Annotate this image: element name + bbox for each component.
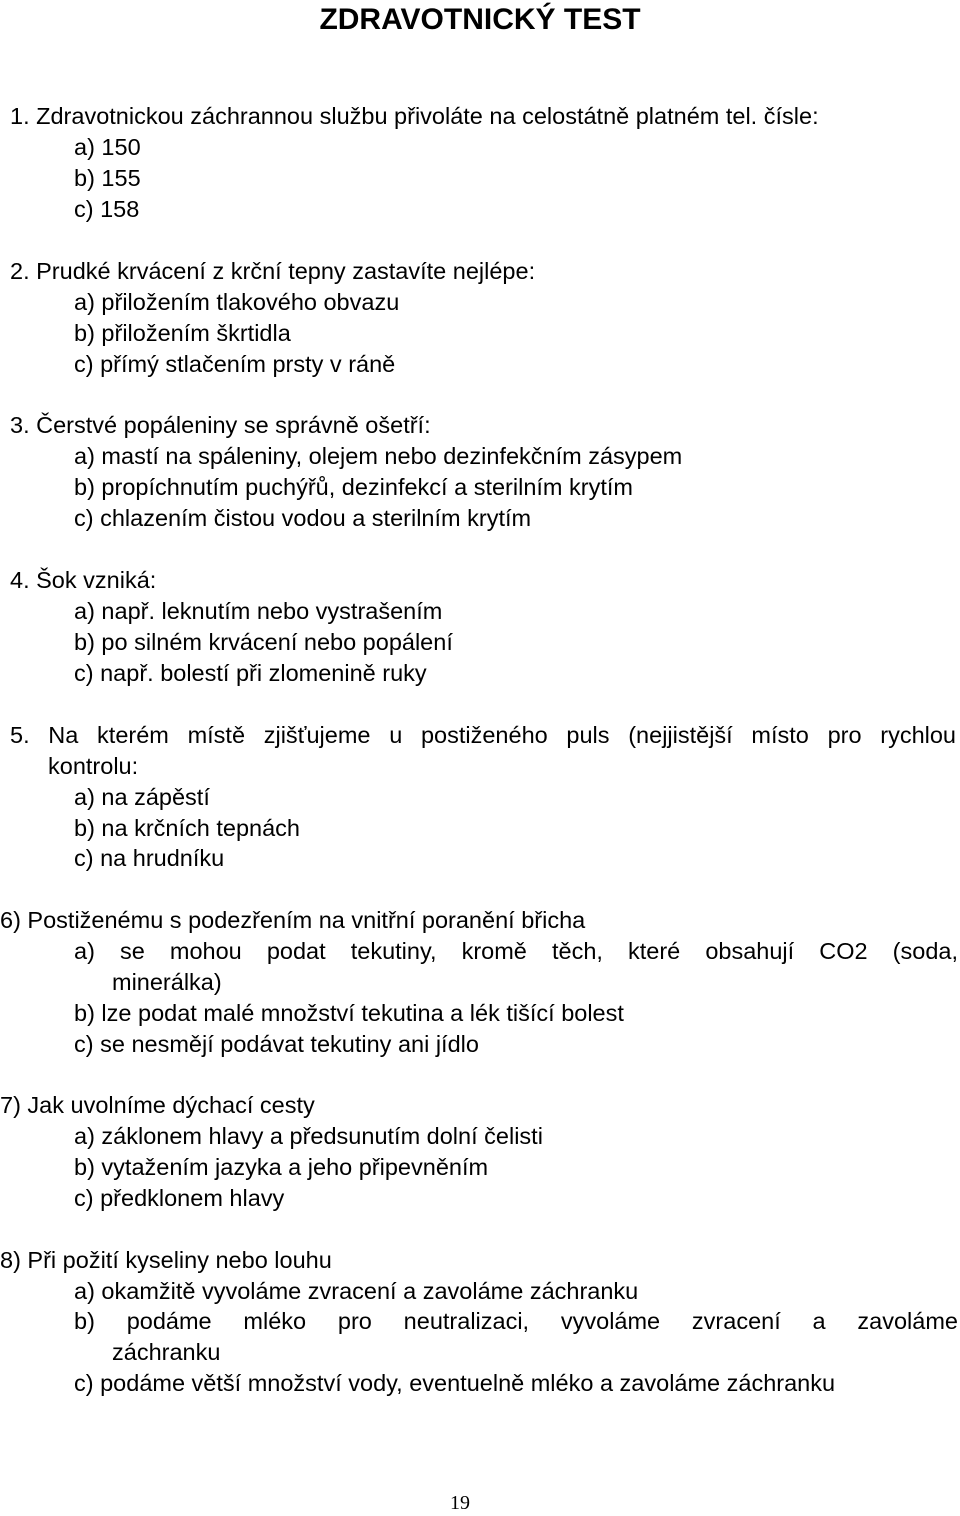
question-1-option-c: c) 158 <box>74 196 140 222</box>
question-2-option-c: c) přímý stlačením prsty v ráně <box>74 351 396 377</box>
question-7-option-b: b) vytažením jazyka a jeho připevněním <box>74 1154 489 1180</box>
question-4-option-c: c) např. bolestí při zlomenině ruky <box>74 660 427 686</box>
question-3-text: 3. Čerstvé popáleniny se správně ošetří: <box>10 412 431 438</box>
question-4-option-a: a) např. leknutím nebo vystrašením <box>74 598 443 624</box>
question-8-option-c: c) podáme větší množství vody, eventuelně mléko a zavoláme záchranku <box>74 1370 836 1396</box>
question-1-text: 1. Zdravotnickou záchrannou službu přivoláte na celostátně platném tel. čísle: <box>10 103 819 129</box>
question-3-option-a: a) mastí na spáleniny, olejem nebo dezinfekčním zásypem <box>74 443 683 469</box>
question-7-option-c: c) předklonem hlavy <box>74 1185 285 1211</box>
question-2-text: 2. Prudké krvácení z krční tepny zastavíte nejlépe: <box>10 258 536 284</box>
question-3-option-c: c) chlazením čistou vodou a sterilním krytím <box>74 505 532 531</box>
question-8-option-b: b) podáme mléko pro neutralizaci, vyvoláme zvracení a zavoláme <box>74 1308 958 1334</box>
question-2-option-a: a) přiložením tlakového obvazu <box>74 289 400 315</box>
question-1-option-a: a) 150 <box>74 134 141 160</box>
question-8-text: 8) Při požití kyseliny nebo louhu <box>0 1247 332 1273</box>
question-7-option-a: a) záklonem hlavy a předsunutím dolní čelisti <box>74 1123 543 1149</box>
page-number: 19 <box>450 1492 470 1514</box>
question-5-option-a: a) na zápěstí <box>74 784 210 810</box>
question-4-option-b: b) po silném krvácení nebo popálení <box>74 629 453 655</box>
question-1-option-b: b) 155 <box>74 165 141 191</box>
page-title: ZDRAVOTNICKÝ TEST <box>319 3 641 36</box>
question-6-option-b: b) lze podat malé množství tekutina a lék tišící bolest <box>74 1000 624 1026</box>
question-3-option-b: b) propíchnutím puchýřů, dezinfekcí a sterilním krytím <box>74 474 633 500</box>
question-5-text: 5. Na kterém místě zjišťujeme u postiženého puls (nejjistější místo pro rychlou <box>10 722 956 748</box>
question-5-option-b: b) na krčních tepnách <box>74 815 300 841</box>
question-7-text: 7) Jak uvolníme dýchací cesty <box>0 1092 315 1118</box>
question-8-option-b-continued: záchranku <box>112 1339 221 1365</box>
question-5-text-continued: kontrolu: <box>48 753 139 779</box>
question-4-text: 4. Šok vzniká: <box>10 567 157 593</box>
question-5-option-c: c) na hrudníku <box>74 845 225 871</box>
question-6-option-a-continued: minerálka) <box>112 969 222 995</box>
question-2-option-b: b) přiložením škrtidla <box>74 320 291 346</box>
question-6-option-c: c) se nesmějí podávat tekutiny ani jídlo <box>74 1031 479 1057</box>
question-6-option-a: a) se mohou podat tekutiny, kromě těch, které obsahují CO2 (soda, <box>74 938 958 964</box>
question-6-text: 6) Postiženému s podezřením na vnitřní poranění břicha <box>0 907 586 933</box>
question-8-option-a: a) okamžitě vyvoláme zvracení a zavoláme záchranku <box>74 1278 639 1304</box>
